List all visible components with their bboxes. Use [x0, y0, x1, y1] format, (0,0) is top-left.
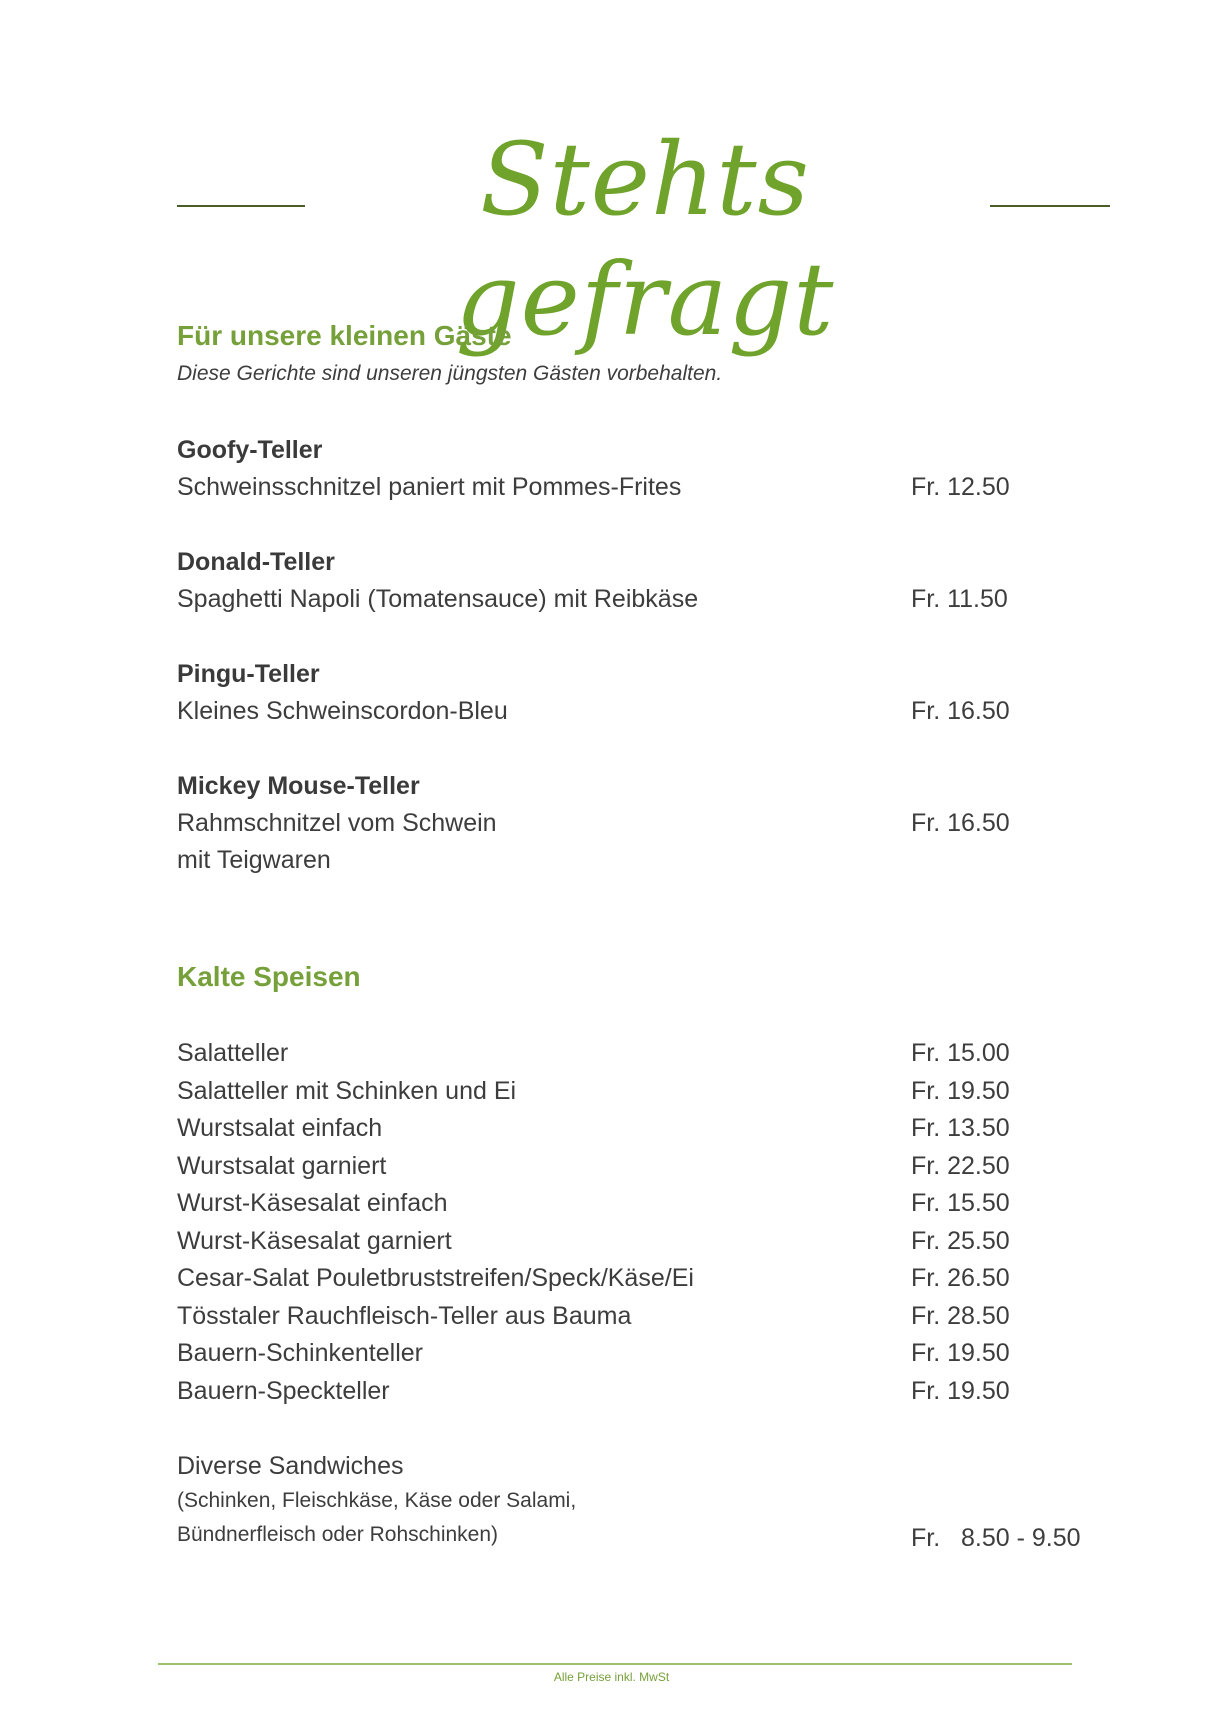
section-title-cold: Kalte Speisen — [177, 961, 361, 992]
item-name: Wurst-Käsesalat einfach — [177, 1189, 448, 1217]
item-name: Bauern-Speckteller — [177, 1376, 390, 1405]
sandwich-item — [177, 1448, 1117, 1552]
dish-name: Mickey Mouse-Teller — [177, 772, 420, 800]
list-item — [177, 1148, 1117, 1186]
menu-item — [177, 432, 1117, 506]
dish-description: Kleines Schweinscordon-Bleu — [177, 697, 508, 725]
item-price: Fr. 13.50 — [911, 1114, 1010, 1142]
item-price: Fr. 19.50 — [911, 1076, 1010, 1105]
item-price: Fr. 19.50 — [911, 1376, 1010, 1405]
dish-name: Pingu-Teller — [177, 660, 320, 688]
dish-price: Fr. 16.50 — [911, 809, 1010, 837]
title-rule-left — [177, 205, 305, 207]
list-item — [177, 1035, 1117, 1073]
page-title: Stehts gefragt — [455, 121, 835, 358]
dish-description-line2: mit Teigwaren — [177, 846, 331, 874]
section-title-kids: Für unsere kleinen Gäste — [177, 320, 512, 351]
sandwich-note-line2: Bündnerfleisch oder Rohschinken) — [177, 1523, 499, 1546]
dish-price: Fr. 16.50 — [911, 697, 1010, 725]
item-name: Salatteller — [177, 1039, 289, 1067]
menu-item — [177, 768, 1117, 879]
dish-description: Schweinsschnitzel paniert mit Pommes-Frites — [177, 473, 682, 501]
item-name: Bauern-Schinkenteller — [177, 1339, 423, 1367]
dish-description: Spaghetti Napoli (Tomatensauce) mit Reibkäse — [177, 585, 699, 613]
item-price: Fr. 15.50 — [911, 1189, 1010, 1217]
sandwich-price: Fr. 8.50 - 9.50 — [911, 1524, 1081, 1552]
list-item — [177, 1073, 1117, 1111]
item-name: Salatteller mit Schinken und Ei — [177, 1076, 517, 1105]
item-name: Wurstsalat garniert — [177, 1151, 387, 1180]
menu-item — [177, 656, 1117, 730]
menu-item — [177, 544, 1117, 618]
sandwich-note-line1: (Schinken, Fleischkäse, Käse oder Salami, — [177, 1489, 577, 1512]
item-price: Fr. 22.50 — [911, 1151, 1010, 1180]
item-price: Fr. 28.50 — [911, 1301, 1010, 1330]
list-item — [177, 1335, 1117, 1373]
footer-note: Alle Preise inkl. MwSt — [553, 1670, 670, 1684]
item-price: Fr. 15.00 — [911, 1039, 1010, 1067]
item-name: Tösstaler Rauchfleisch-Teller aus Bauma — [177, 1301, 632, 1330]
item-price: Fr. 19.50 — [911, 1339, 1010, 1367]
dish-name: Goofy-Teller — [177, 436, 323, 464]
item-price: Fr. 26.50 — [911, 1264, 1010, 1292]
section-subtitle-kids: Diese Gerichte sind unseren jüngsten Gästen vorbehalten. — [177, 362, 723, 385]
list-item — [177, 1223, 1117, 1261]
kids-section — [177, 318, 1117, 879]
dish-name: Donald-Teller — [177, 548, 335, 576]
list-item — [177, 1298, 1117, 1336]
item-price: Fr. 25.50 — [911, 1226, 1010, 1255]
item-name: Wurst-Käsesalat garniert — [177, 1226, 452, 1255]
list-item — [177, 1260, 1117, 1298]
cold-section — [177, 959, 1117, 1552]
footer-divider — [158, 1663, 1072, 1665]
dish-price: Fr. 12.50 — [911, 473, 1010, 501]
item-name: Wurstsalat einfach — [177, 1114, 383, 1142]
dish-price: Fr. 11.50 — [911, 585, 1008, 613]
menu-content — [177, 318, 1117, 1552]
list-item — [177, 1185, 1117, 1223]
item-name: Cesar-Salat Pouletbruststreifen/Speck/Käse/Ei — [177, 1264, 694, 1292]
sandwich-name: Diverse Sandwiches — [177, 1452, 404, 1480]
title-rule-right — [990, 205, 1110, 207]
list-item — [177, 1373, 1117, 1411]
dish-description: Rahmschnitzel vom Schwein — [177, 809, 497, 837]
cold-list — [177, 1035, 1117, 1410]
list-item — [177, 1110, 1117, 1148]
